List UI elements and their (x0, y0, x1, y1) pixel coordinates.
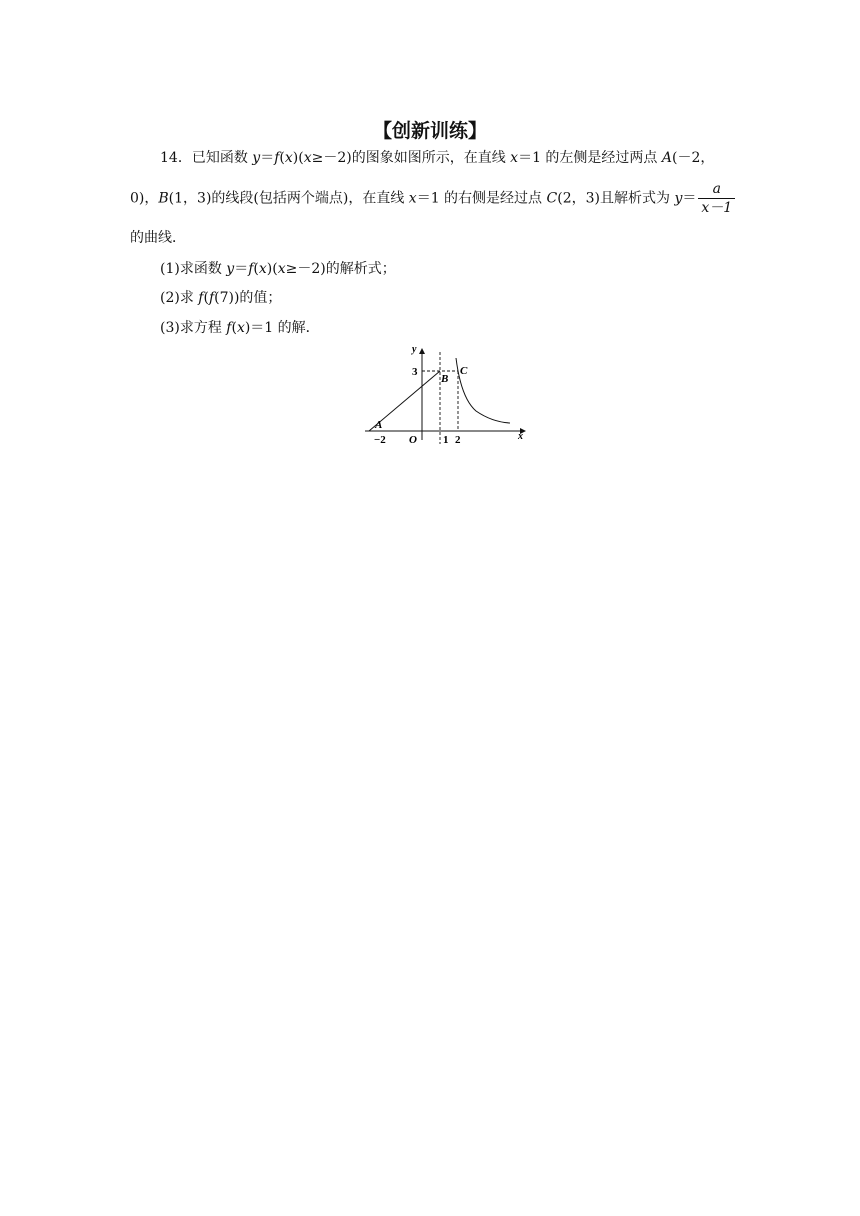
problem-number: 14． (160, 150, 192, 166)
section-title: 【创新训练】 (372, 120, 487, 142)
text: 0)， (130, 190, 159, 207)
problem-line-2 (130, 180, 733, 217)
var: f (248, 261, 254, 277)
text: ＝ (234, 261, 249, 277)
var: x (408, 190, 417, 207)
text: (3)求方程 (160, 320, 227, 336)
text: 已知函数 (191, 150, 253, 166)
subquestion-2 (160, 288, 760, 308)
text: )( (266, 261, 278, 277)
text: ＝ (682, 190, 697, 207)
var: x (236, 320, 245, 336)
tick-neg2-label: −2 (374, 434, 386, 446)
text: (1，3)的线段(包括两个端点)，在直线 (168, 190, 409, 207)
subquestion-1 (160, 259, 760, 279)
text: ＝1 的左侧是经过两点 (518, 150, 662, 166)
var: x (277, 261, 286, 277)
tick-1-label: 1 (443, 434, 449, 446)
text: ( (279, 150, 285, 166)
tick-2-label: 2 (455, 434, 461, 446)
x-axis-label: x (518, 431, 523, 442)
fraction-denominator: x－1 (698, 198, 735, 217)
text: ( (231, 320, 237, 336)
var: x (284, 150, 293, 166)
text: ＝1 的右侧是经过点 (416, 190, 547, 207)
text: (2，3)且解析式为 (557, 190, 675, 207)
var: x (303, 150, 312, 166)
function-graph (360, 340, 535, 448)
var: f (274, 150, 280, 166)
text: ≥－2)的解析式； (285, 261, 396, 277)
text: ( (253, 261, 259, 277)
subquestion-3 (160, 318, 760, 338)
var: x (510, 150, 519, 166)
point-c-label: C (460, 365, 468, 377)
var: B (158, 190, 169, 207)
point-b-label: B (441, 373, 449, 385)
var: C (546, 190, 558, 207)
text: )＝1 的解． (244, 320, 320, 336)
text: (－2， (672, 150, 715, 166)
text: ≥－2)的图象如图所示，在直线 (311, 150, 511, 166)
text: (1)求函数 (160, 261, 227, 277)
origin-label: O (409, 434, 417, 446)
text: (7))的值； (214, 290, 282, 306)
var: y (674, 190, 683, 207)
fraction-numerator: a (712, 181, 721, 197)
text: )( (292, 150, 304, 166)
tick-3-label: 3 (412, 366, 418, 378)
point-a-label: A (375, 419, 383, 431)
var: A (661, 150, 673, 166)
var: y (226, 261, 235, 277)
var: y (252, 150, 261, 166)
var: x (258, 261, 267, 277)
problem-line-3: 的曲线． (130, 230, 186, 246)
y-axis-label: y (412, 344, 417, 355)
text: (2)求 (160, 290, 199, 306)
text: ( (203, 290, 209, 306)
fraction (698, 180, 735, 217)
var: f (198, 290, 204, 306)
var: f (208, 290, 215, 306)
var: f (226, 320, 232, 336)
text: ＝ (260, 150, 275, 166)
problem-line-1 (160, 148, 760, 168)
